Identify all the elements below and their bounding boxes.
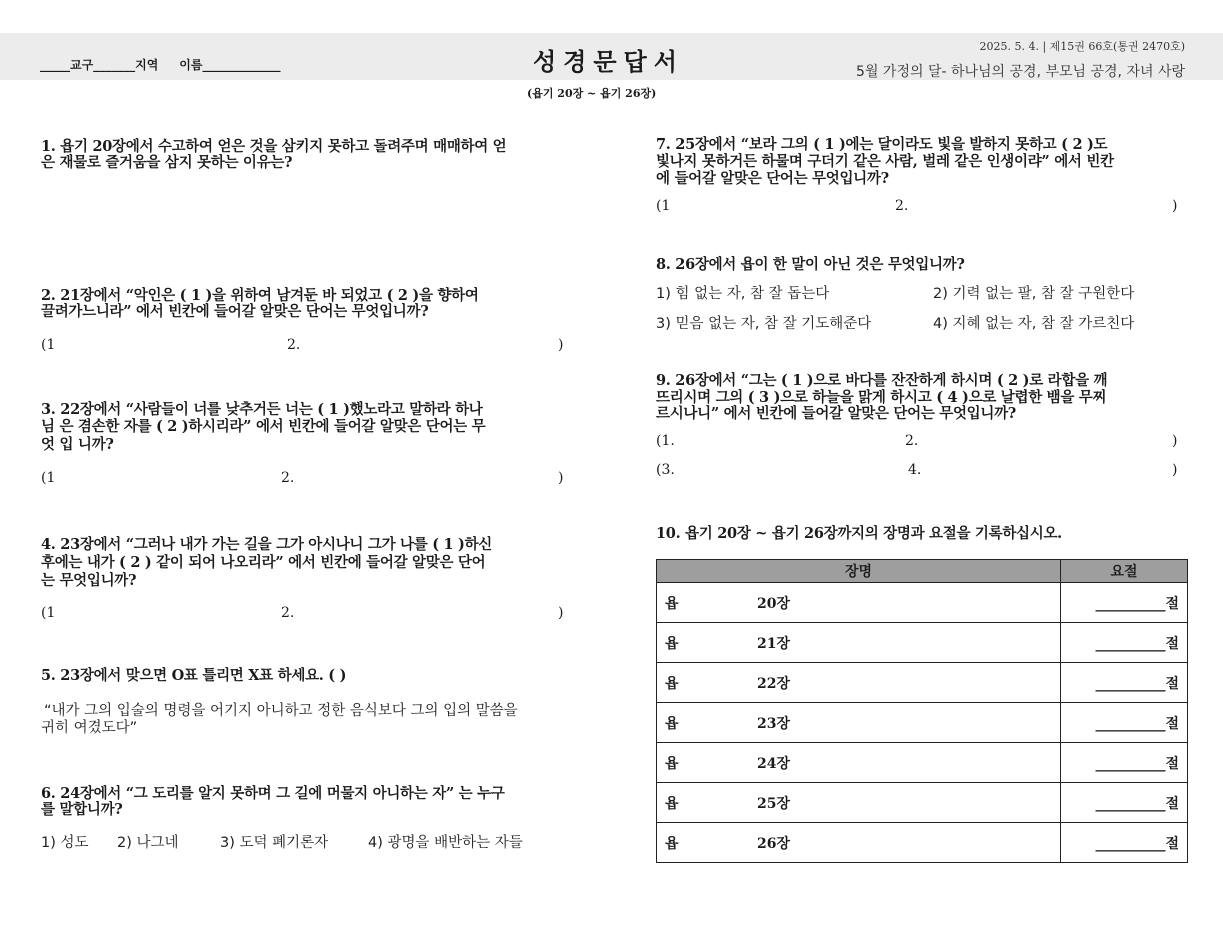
book-name: 욥	[665, 595, 679, 612]
question-9-line-1: 9. 26장에서 “그는 ( 1 )으로 바다를 잔잔하게 하시며 ( 2 )로 라합을 깨	[656, 372, 1108, 389]
q6-option-4: 4) 광명을 배반하는 자들	[368, 835, 523, 851]
table-row	[657, 663, 1188, 703]
question-6-line-2: 를 말합니까?	[41, 801, 123, 818]
question-3-line-3: 엇 입 니까?	[41, 436, 114, 453]
chapter-number: 21장	[757, 635, 791, 652]
chapter-number: 20장	[757, 595, 791, 612]
question-7-line-1: 7. 25장에서 “보라 그의 ( 1 )에는 달이라도 빛을 발하지 못하고 ( 2 )도	[656, 136, 1108, 153]
q5-quote-line-2: 귀히 여겼도다”	[41, 720, 138, 736]
question-8-line-1: 8. 26장에서 욥이 한 말이 아닌 것은 무엇입니까?	[656, 256, 965, 273]
issue-info: 2025. 5. 4. | 제15권 66호(통권 2470호)	[979, 40, 1185, 53]
question-9-line-3: 르시나니” 에서 빈칸에 들어갈 알맞은 단어는 무엇입니까?	[656, 405, 1016, 422]
q4-answer-2: 2.	[281, 605, 295, 621]
q7-answer-2: 2.	[895, 198, 909, 214]
q2-answer-2: 2.	[287, 337, 301, 353]
chapter-number: 25장	[757, 795, 791, 812]
question-4-line-2: 후에는 내가 ( 2 ) 같이 되어 나오리라” 에서 빈칸에 들어갈 알맞은 단어	[41, 554, 486, 571]
q8-option-4: 4) 지혜 없는 자, 참 잘 가르친다	[933, 316, 1135, 332]
chapter-cell	[657, 623, 1061, 663]
table-row	[657, 583, 1188, 623]
table-row	[657, 823, 1188, 863]
verse-blank[interactable]: __________절	[1061, 743, 1188, 783]
chapter-number: 24장	[757, 755, 791, 772]
book-name: 욥	[665, 715, 679, 732]
chapter-cell	[657, 783, 1061, 823]
page-title: 성경문답서	[533, 48, 684, 76]
q8-option-2: 2) 기력 없는 팔, 참 잘 구원한다	[933, 286, 1135, 302]
q9-answer-close-2: )	[1172, 462, 1178, 478]
scripture-range: (욥기 20장 ~ 욥기 26장)	[527, 87, 657, 100]
header-chapter-name: 장명	[657, 560, 1061, 583]
chapter-number: 22장	[757, 675, 791, 692]
q7-answer-1: (1	[656, 198, 671, 214]
chapter-cell	[657, 823, 1061, 863]
verse-blank[interactable]: __________절	[1061, 623, 1188, 663]
table-row	[657, 623, 1188, 663]
table-header-row	[657, 560, 1188, 583]
q3-answer-2: 2.	[281, 470, 295, 486]
q9-answer-4: 4.	[908, 462, 922, 478]
chapter-cell	[657, 703, 1061, 743]
table-row	[657, 783, 1188, 823]
question-10-line-1: 10. 욥기 20장 ~ 욥기 26장까지의 장명과 요절을 기록하십시오.	[656, 525, 1062, 542]
q8-option-3: 3) 믿음 없는 자, 참 잘 기도해준다	[656, 316, 872, 332]
q9-answer-1: (1.	[656, 433, 675, 449]
question-3-line-1: 3. 22장에서 “사람들이 너를 낮추거든 너는 ( 1 )했노라고 말하라 하나	[41, 401, 483, 418]
chapter-summary-table	[656, 559, 1188, 863]
chapter-cell	[657, 743, 1061, 783]
question-6-line-1: 6. 24장에서 “그 도리를 알지 못하며 그 길에 머물지 아니하는 자” 는 누구	[41, 785, 505, 802]
question-2-line-1: 2. 21장에서 “악인은 ( 1 )을 위하여 남겨둔 바 되었고 ( 2 )을 향하여	[41, 287, 479, 304]
question-4-line-3: 는 무엇입니까?	[41, 572, 137, 589]
verse-blank[interactable]: __________절	[1061, 823, 1188, 863]
name-fields: _____교구_______지역 이름_____________	[40, 58, 281, 72]
chapter-cell	[657, 583, 1061, 623]
q8-option-1: 1) 힘 없는 자, 참 잘 돕는다	[656, 286, 830, 302]
header-key-verse: 요절	[1061, 560, 1188, 583]
book-name: 욥	[665, 635, 679, 652]
q9-answer-3: (3.	[656, 462, 675, 478]
book-name: 욥	[665, 755, 679, 772]
verse-blank[interactable]: __________절	[1061, 663, 1188, 703]
q4-answer-1: (1	[41, 605, 56, 621]
q7-answer-close: )	[1172, 198, 1178, 214]
question-7-line-3: 에 들어갈 알맞은 단어는 무엇입니까?	[656, 170, 889, 187]
book-name: 욥	[665, 675, 679, 692]
question-4-line-1: 4. 23장에서 “그러나 내가 가는 길을 그가 아시나니 그가 나를 ( 1 )하신	[41, 536, 493, 553]
q9-answer-close-1: )	[1172, 433, 1178, 449]
question-2-line-2: 끌려가느니라” 에서 빈칸에 들어갈 알맞은 단어는 무엇입니까?	[41, 303, 429, 320]
chapter-number: 26장	[757, 835, 791, 852]
book-name: 욥	[665, 795, 679, 812]
book-name: 욥	[665, 835, 679, 852]
q2-answer-close: )	[558, 337, 564, 353]
table-row	[657, 703, 1188, 743]
q6-option-1: 1) 성도	[41, 835, 89, 851]
q4-answer-close: )	[558, 605, 564, 621]
q5-quote-line-1: “내가 그의 입술의 명령을 어기지 아니하고 정한 음식보다 그의 입의 말씀을	[44, 703, 518, 719]
q3-answer-1: (1	[41, 470, 56, 486]
q9-answer-2: 2.	[905, 433, 919, 449]
question-1-line-2: 은 재물로 즐거움을 삼지 못하는 이유는?	[41, 154, 293, 171]
verse-blank[interactable]: __________절	[1061, 783, 1188, 823]
verse-blank[interactable]: __________절	[1061, 703, 1188, 743]
question-1-line-1: 1. 욥기 20장에서 수고하여 얻은 것을 삼키지 못하고 돌려주며 매매하여 얻	[41, 138, 507, 155]
table-row	[657, 743, 1188, 783]
question-9-line-2: 뜨리시며 그의 ( 3 )으로 하늘을 맑게 하시고 ( 4 )으로 날렵한 뱀을 무찌	[656, 389, 1107, 406]
chapter-number: 23장	[757, 715, 791, 732]
question-7-line-2: 빛나지 못하거든 하물며 구더기 같은 사람, 벌레 같은 인생이랴” 에서 빈칸	[656, 153, 1114, 170]
question-5-line-1: 5. 23장에서 맞으면 O표 틀리면 X표 하세요. ( )	[41, 667, 347, 684]
q6-option-2: 2) 나그네	[117, 835, 179, 851]
q6-option-3: 3) 도덕 폐기론자	[220, 835, 329, 851]
chapter-cell	[657, 663, 1061, 703]
q2-answer-1: (1	[41, 337, 56, 353]
question-3-line-2: 님 은 겸손한 자를 ( 2 )하시리라” 에서 빈칸에 들어갈 알맞은 단어는 무	[41, 418, 486, 435]
verse-blank[interactable]: __________절	[1061, 583, 1188, 623]
monthly-theme: 5월 가정의 달- 하나님의 공경, 부모님 공경, 자녀 사랑	[856, 64, 1185, 80]
q3-answer-close: )	[558, 470, 564, 486]
